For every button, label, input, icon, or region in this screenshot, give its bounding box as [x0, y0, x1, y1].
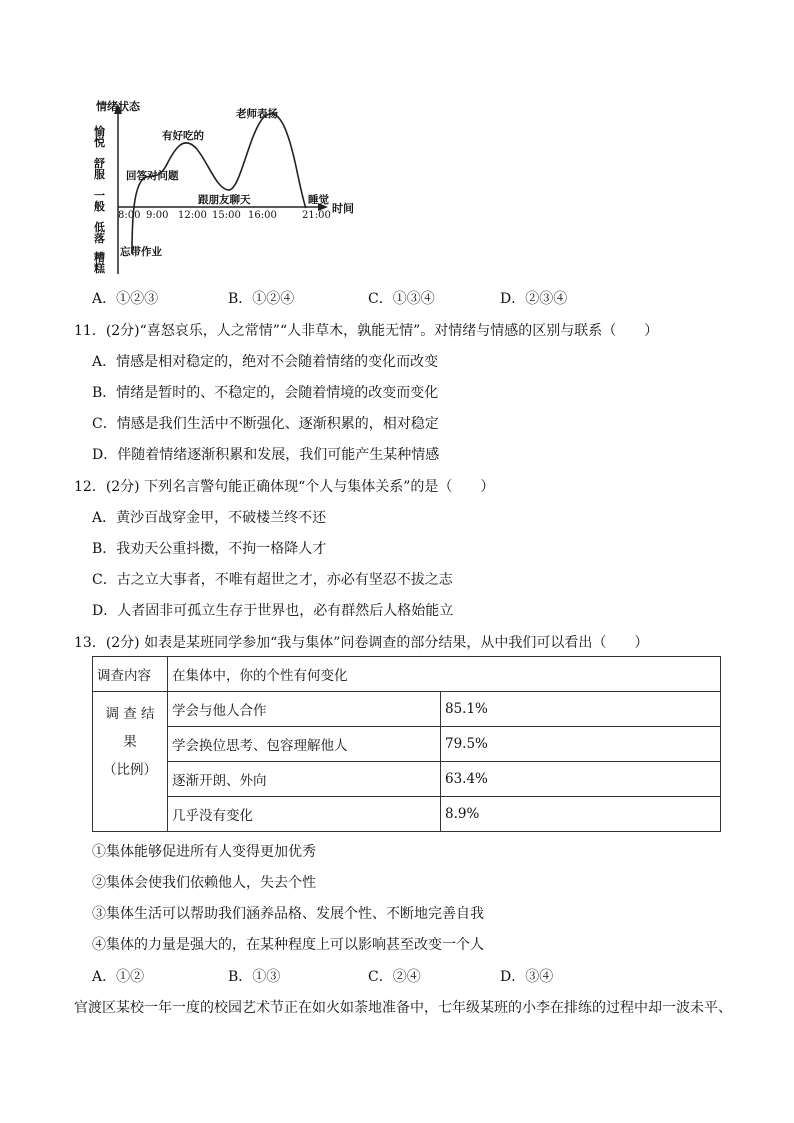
- survey-result-label-line1: 调 查 结 果: [105, 706, 155, 750]
- option-b[interactable]: B．①②④: [228, 291, 295, 307]
- survey-item: 几乎没有变化: [168, 797, 441, 832]
- annotation: 跟朋友聊天: [198, 194, 251, 206]
- emotion-curve: [132, 114, 306, 254]
- q11-option-d[interactable]: D．伴随着情绪逐渐积累和发展，我们可能产生某种情感: [92, 447, 440, 463]
- q12-stem: 12．(2分) 下列名言警句能正确体现“个人与集体关系”的是（ ）: [74, 479, 495, 495]
- survey-item: 逐渐开朗、外向: [168, 762, 441, 797]
- q13-statement-1: ①集体能够促进所有人变得更加优秀: [92, 844, 316, 860]
- option-a[interactable]: A．①②③: [92, 291, 159, 307]
- table-row: [93, 797, 721, 832]
- x-axis-title: 时间: [332, 202, 354, 215]
- survey-content-value: 在集体中，你的个性有何变化: [168, 657, 721, 692]
- annotation: 回答对问题: [126, 170, 179, 182]
- q13-stem: 13．(2分) 如表是某班同学参加“我与集体”问卷调查的部分结果，从中我们可以看出（ ）: [74, 635, 649, 651]
- option-c[interactable]: C．②④: [368, 969, 421, 985]
- y-level-label: 低落: [94, 221, 105, 245]
- passage-text: 官渡区某校一年一度的校园艺术节正在如火如荼地准备中，七年级某班的小李在排练的过程中却一波未平、: [74, 1000, 732, 1016]
- table-row: [93, 762, 721, 797]
- y-level-label: 愉悦: [94, 125, 105, 149]
- option-c[interactable]: C．①③④: [368, 291, 435, 307]
- q13-options: [92, 966, 712, 988]
- x-tick-label: 8:00: [118, 210, 141, 221]
- table-row: [93, 727, 721, 762]
- emotion-chart: [88, 96, 428, 276]
- y-level-label: 舒服: [94, 157, 105, 181]
- y-level-label: 一般: [94, 189, 105, 213]
- annotation: 睡觉: [308, 194, 329, 206]
- survey-item: 学会换位思考、包容理解他人: [168, 727, 441, 762]
- q11-option-b[interactable]: B．情绪是暂时的、不稳定的，会随着情境的改变而变化: [92, 385, 439, 401]
- q11-stem: 11．(2分)“喜怒哀乐，人之常情”“人非草木，孰能无情”。对情绪与情感的区别与联系（ ）: [74, 323, 659, 339]
- q10-options: [92, 288, 712, 310]
- annotation: 忘带作业: [120, 246, 162, 258]
- x-tick-label: 15:00: [212, 210, 241, 221]
- x-tick-label: 9:00: [146, 210, 169, 221]
- q13-statement-2: ②集体会使我们依赖他人，失去个性: [92, 875, 316, 891]
- q12-option-c[interactable]: C．古之立大事者，不唯有超世之才，亦必有坚忍不拔之志: [92, 572, 453, 588]
- q13-statement-3: ③集体生活可以帮助我们涵养品格、发展个性、不断地完善自我: [92, 906, 484, 922]
- annotation: 有好吃的: [162, 130, 204, 142]
- survey-result-label: [93, 692, 168, 832]
- q12-option-d[interactable]: D．人者固非可孤立生存于世界也，必有群然后人格始能立: [92, 603, 454, 619]
- survey-pct: 85.1%: [441, 692, 721, 727]
- y-level-label: 糟糕: [94, 251, 105, 275]
- survey-pct: 79.5%: [441, 727, 721, 762]
- y-axis-title: 情绪状态: [96, 100, 140, 113]
- survey-pct: 8.9%: [441, 797, 721, 832]
- table-row: [93, 692, 721, 727]
- option-b[interactable]: B．①③: [228, 969, 281, 985]
- table-row: [93, 657, 721, 692]
- annotation: 老师表扬: [236, 108, 278, 120]
- option-a[interactable]: A．①②: [92, 969, 145, 985]
- survey-result-label-line2: （比例）: [103, 762, 157, 778]
- q13-statement-4: ④集体的力量是强大的，在某种程度上可以影响甚至改变一个人: [92, 937, 484, 953]
- survey-table: [92, 656, 721, 832]
- q12-option-b[interactable]: B．我劝天公重抖擞，不拘一格降人才: [92, 541, 327, 557]
- survey-pct: 63.4%: [441, 762, 721, 797]
- x-tick-label: 21:00: [302, 210, 331, 221]
- survey-content-label: 调查内容: [93, 657, 168, 692]
- q11-option-a[interactable]: A．情感是相对稳定的，绝对不会随着情绪的变化而改变: [92, 354, 439, 370]
- x-tick-label: 16:00: [248, 210, 277, 221]
- q12-option-a[interactable]: A．黄沙百战穿金甲，不破楼兰终不还: [92, 510, 327, 526]
- q11-option-c[interactable]: C．情感是我们生活中不断强化、逐渐积累的，相对稳定: [92, 416, 439, 432]
- option-d[interactable]: D．③④: [500, 969, 554, 985]
- x-tick-label: 12:00: [178, 210, 207, 221]
- survey-item: 学会与他人合作: [168, 692, 441, 727]
- option-d[interactable]: D．②③④: [500, 291, 568, 307]
